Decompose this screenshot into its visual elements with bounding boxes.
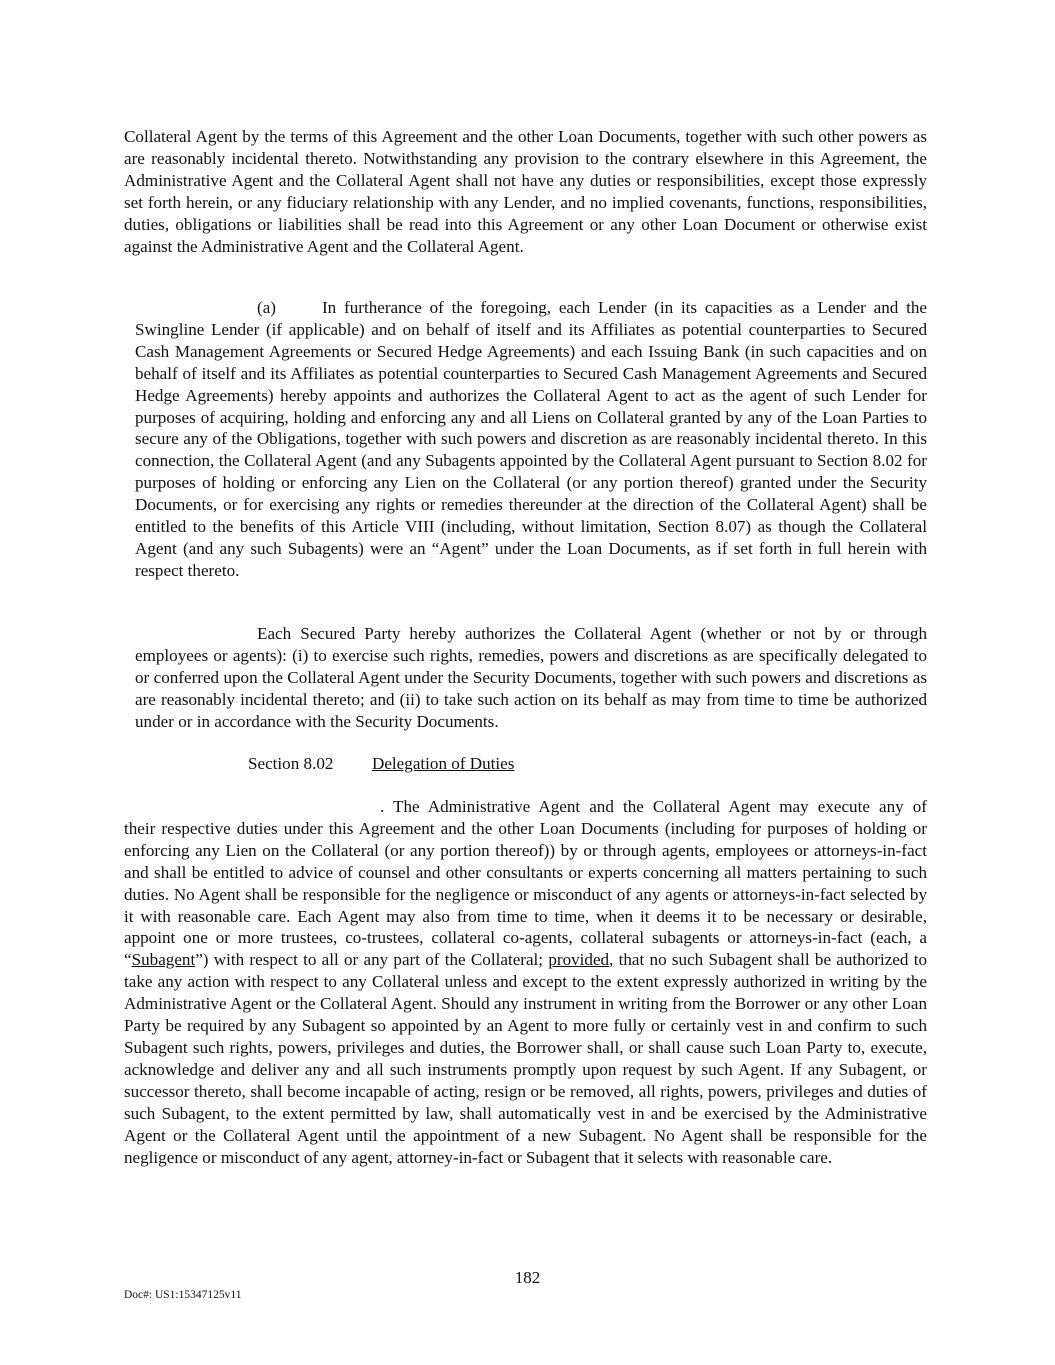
delegation-lead-line: . The Administrative Agent and the Collateral Agent may execute any of (380, 797, 927, 816)
clause-label-a: (a) (257, 298, 276, 317)
section-heading (248, 753, 514, 775)
paragraph-delegation-of-duties (124, 796, 927, 1168)
term-provided: provided (548, 950, 610, 970)
paragraph-collateral-agent-powers: Collateral Agent by the terms of this Agreement and the other Loan Documents, together with such other powers as are reasonably incidental thereto. Notwithstanding any provision to the contrary elsewhere in this Agreement, the Administrative Agent and the Collateral Agent shall not have any duties or responsibilities, except those expressly set forth herein, or any fiduciary relationship with any Lender, and no implied covenants, functions, responsibilities, duties, obligations or liabilities shall be read into this Agreement or any other Loan Document or otherwise exist against the Administrative Agent and the Collateral Agent. (124, 127, 927, 256)
paragraph-secured-party-authorization: Each Secured Party hereby authorizes the Collateral Agent (whether or not by or through employees or agents): (i) to exercise such rights, remedies, powers and discretions as are specifically delegated to or conferred upon the Collateral Agent under the Security Documents, together with such powers and discretions as are reasonably incidental thereto; and (ii) to take such action on its behalf as may from time to time be authorized under or in accordance with the Security Documents. (135, 624, 927, 731)
paragraph-a-appointment (135, 297, 927, 582)
delegation-text-c: , that no such Subagent shall be authorized to take any action with respect to any Collateral unless and except to the extent expressly authorized in writing by the Administrative Agent or the Collateral Agent. Should any instrument in writing from the Borrower or any other Loan Party be required by any Subagent so appointed by an Agent to more fully or certainly vest in and confirm to such Subagent such rights, powers, privileges and duties, the Borrower shall, or shall cause such Loan Party to, execute, acknowledge and deliver any and all such instruments promptly upon request by such Agent. If any Subagent, or successor thereto, shall become incapable of acting, resign or be removed, all rights, powers, privileges and duties of such Subagent, to the extent permitted by law, shall automatically vest in and be exercised by the Administrative Agent or the Collateral Agent until the appointment of a new Subagent. No Agent shall be responsible for the negligence or misconduct of any agent, attorney-in-fact or Subagent that it selects with reasonable care. (124, 950, 927, 1167)
delegation-text-a: their respective duties under this Agreement and the other Loan Documents (including for purposes of holding or enforcing any Lien on the Collateral (or any portion thereof)) by or through agents, employees or attorneys-in-fact and shall be entitled to advice of counsel and other consultants or experts concerning all matters pertaining to such duties. No Agent shall be responsible for the negligence or misconduct of any agents or attorneys-in-fact selected by it with reasonable care. Each Agent may also from time to time, when it deems it to be necessary or desirable, appoint one or more trustees, co-trustees, collateral co-agents, collateral subagents or attorneys-in-fact (each, a “ (124, 818, 927, 970)
section-title: Delegation of Duties (372, 754, 515, 773)
page-number: 182 (514, 1268, 541, 1287)
document-id: Doc#: US1:15347125v11 (124, 1289, 242, 1301)
defined-term-subagent: Subagent (131, 950, 196, 970)
clause-a-text: In furtherance of the foregoing, each Lender (in its capacities as a Lender and the Swingline Lender (if applicable) and on behalf of itself and its Affiliates as potential counterparties to Secured Cash Management Agreements or Secured Hedge Agreements) and each Issuing Bank (in such capacities and on behalf of itself and its Affiliates as potential counterparties to Secured Cash Management Agreements and Secured Hedge Agreements) hereby appoints and authorizes the Collateral Agent to act as the agent of such Lender for purposes of acquiring, holding and enforcing any and all Liens on Collateral granted by any of the Loan Parties to secure any of the Obligations, together with such powers and discretion as are reasonably incidental thereto. In this connection, the Collateral Agent (and any Subagents appointed by the Collateral Agent pursuant to Section 8.02 for purposes of holding or enforcing any Lien on the Collateral (or any portion thereof) granted under the Security Documents, or for exercising any rights or remedies thereunder at the direction of the Collateral Agent) shall be entitled to the benefits of this Article VIII (including, without limitation, Section 8.07) as though the Collateral Agent (and any such Subagents) were an “Agent” under the Loan Documents, as if set forth in full herein with respect thereto. (135, 298, 927, 580)
section-number: Section 8.02 (248, 754, 334, 773)
delegation-text-b: ”) with respect to all or any part of the Collateral; (195, 950, 549, 970)
